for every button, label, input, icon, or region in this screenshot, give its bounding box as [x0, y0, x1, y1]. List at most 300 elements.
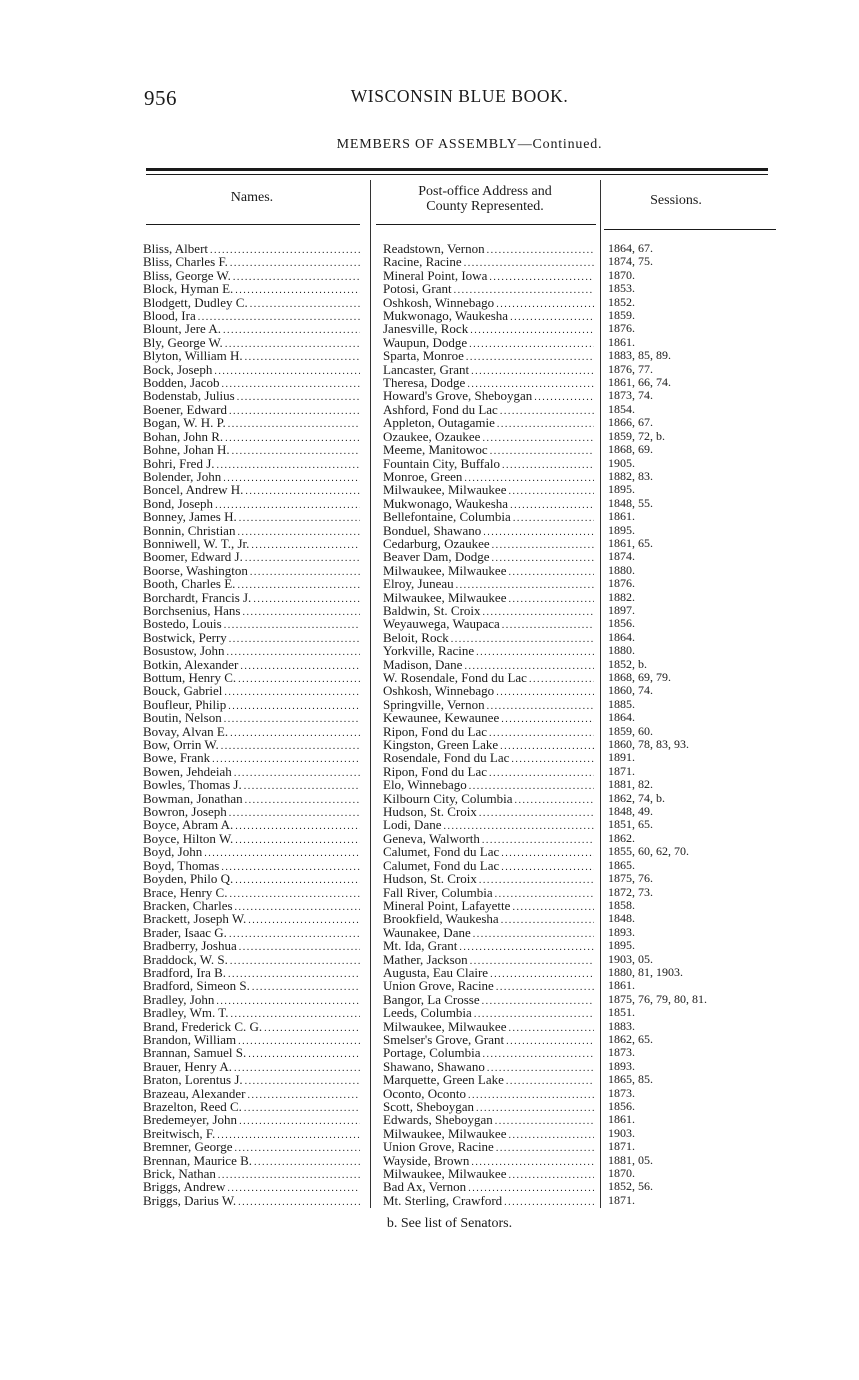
member-address: Milwaukee, Milwaukee . . .	[383, 591, 594, 606]
member-name: Brick, Nathan . . .	[143, 1167, 360, 1182]
member-name: Bonniwell, W. T., Jr. . . .	[143, 537, 360, 552]
member-address: Beaver Dam, Dodge . . .	[383, 550, 594, 565]
member-name: Brazeau, Alexander . . .	[143, 1087, 360, 1102]
member-sessions: 1856.	[608, 1099, 635, 1113]
member-address: Weyauwega, Waupaca . . .	[383, 617, 594, 632]
table-row	[0, 1127, 859, 1140]
column-header-address	[376, 184, 594, 214]
member-sessions: 1873, 74.	[608, 388, 653, 403]
member-address: Edwards, Sheboygan . . .	[383, 1113, 594, 1128]
member-address: Leeds, Columbia . . .	[383, 1006, 594, 1021]
column-header-names: Names.	[230, 190, 274, 205]
table-row	[0, 953, 859, 966]
member-address: Howard's Grove, Sheboygan . . .	[383, 389, 594, 404]
member-sessions: 1895.	[608, 938, 635, 953]
member-name: Bliss, Charles F. . . .	[143, 255, 360, 270]
member-sessions: 1903, 05.	[608, 951, 653, 966]
member-sessions: 1880.	[608, 562, 635, 577]
member-sessions: 1876, 77.	[608, 361, 653, 376]
member-address: Shawano, Shawano . . .	[383, 1060, 594, 1075]
member-name: Braton, Lorentus J. . . .	[143, 1073, 360, 1088]
member-address: Readstown, Vernon . . .	[383, 242, 594, 257]
member-name: Bradford, Ira B. . . .	[143, 966, 360, 981]
table-row	[0, 550, 859, 563]
member-sessions: 1891.	[608, 750, 635, 765]
member-name: Bosustow, John . . .	[143, 644, 360, 659]
member-address: Baldwin, St. Croix . . .	[383, 604, 594, 619]
member-sessions: 1851, 65.	[608, 817, 653, 832]
member-name: Blodgett, Dudley C. . . .	[143, 296, 360, 311]
member-sessions: 1871.	[608, 763, 635, 778]
member-sessions: 1880, 81, 1903.	[608, 964, 683, 979]
member-address: Portage, Columbia . . .	[383, 1046, 594, 1061]
member-address: Janesville, Rock . . .	[383, 322, 594, 337]
table-row	[0, 859, 859, 872]
member-sessions: 1854.	[608, 401, 635, 416]
top-rule-thin	[146, 174, 768, 175]
member-sessions: 1861, 66, 74.	[608, 375, 671, 390]
member-name: Bliss, Albert . . .	[143, 242, 360, 257]
table-row	[0, 926, 859, 939]
member-address: Hudson, St. Croix . . .	[383, 872, 594, 887]
member-name: Bowe, Frank . . .	[143, 751, 360, 766]
member-sessions: 1861.	[608, 978, 635, 993]
table-row	[0, 631, 859, 644]
member-sessions: 1861.	[608, 509, 635, 524]
table-row	[0, 269, 859, 282]
member-name: Bogan, W. H. P. . . .	[143, 416, 360, 431]
member-sessions: 1893.	[608, 924, 635, 939]
member-name: Braddock, W. S. . . .	[143, 953, 360, 968]
member-address: Appleton, Outagamie . . .	[383, 416, 594, 431]
table-row	[0, 1113, 859, 1126]
member-sessions: 1874, 75.	[608, 254, 653, 269]
member-address: Lancaster, Grant . . .	[383, 363, 594, 378]
members-table	[0, 242, 859, 1207]
table-row	[0, 805, 859, 818]
member-address: Milwaukee, Milwaukee . . .	[383, 1127, 594, 1142]
table-row	[0, 1060, 859, 1073]
member-address: Wayside, Brown . . .	[383, 1154, 594, 1169]
table-row	[0, 939, 859, 952]
member-address: Union Grove, Racine . . .	[383, 1140, 594, 1155]
member-address: Milwaukee, Milwaukee . . .	[383, 1020, 594, 1035]
member-name: Briggs, Andrew . . .	[143, 1180, 360, 1195]
header-rule-address	[376, 224, 596, 225]
member-name: Briggs, Darius W. . . .	[143, 1194, 360, 1209]
member-sessions: 1876.	[608, 321, 635, 336]
table-row	[0, 1046, 859, 1059]
table-row	[0, 644, 859, 657]
member-sessions: 1856.	[608, 616, 635, 631]
table-row	[0, 1194, 859, 1207]
member-name: Bow, Orrin W. . . .	[143, 738, 360, 753]
table-row	[0, 591, 859, 604]
member-name: Bohne, Johan H. . . .	[143, 443, 360, 458]
table-row	[0, 510, 859, 523]
table-row	[0, 792, 859, 805]
member-name: Boufleur, Philip . . .	[143, 698, 360, 713]
member-sessions: 1861.	[608, 1112, 635, 1127]
table-row	[0, 979, 859, 992]
member-sessions: 1872, 73.	[608, 884, 653, 899]
member-address: Fall River, Columbia . . .	[383, 886, 594, 901]
member-name: Brace, Henry C. . . .	[143, 886, 360, 901]
member-address: Augusta, Eau Claire . . .	[383, 966, 594, 981]
member-sessions: 1885.	[608, 696, 635, 711]
running-head: WISCONSIN BLUE BOOK.	[350, 86, 569, 106]
member-address: Ozaukee, Ozaukee . . .	[383, 430, 594, 445]
member-address: Springville, Vernon . . .	[383, 698, 594, 713]
member-name: Borchsenius, Hans . . .	[143, 604, 360, 619]
member-name: Bradberry, Joshua . . .	[143, 939, 360, 954]
table-row	[0, 832, 859, 845]
member-address: Calumet, Fond du Lac . . .	[383, 845, 594, 860]
member-sessions: 1882, 83.	[608, 468, 653, 483]
member-name: Bovay, Alvan E. . . .	[143, 725, 360, 740]
member-sessions: 1861.	[608, 334, 635, 349]
member-sessions: 1895.	[608, 482, 635, 497]
member-name: Bonney, James H. . . .	[143, 510, 360, 525]
member-name: Bottum, Henry C. . . .	[143, 671, 360, 686]
table-row	[0, 457, 859, 470]
table-row	[0, 1167, 859, 1180]
member-address: Mukwonago, Waukesha . . .	[383, 309, 594, 324]
member-name: Bodden, Jacob . . .	[143, 376, 360, 391]
member-sessions: 1862, 65.	[608, 1031, 653, 1046]
member-address: Oshkosh, Winnebago . . .	[383, 684, 594, 699]
member-sessions: 1864, 67.	[608, 241, 653, 255]
member-name: Boyce, Hilton W. . . .	[143, 832, 360, 847]
member-sessions: 1864.	[608, 710, 635, 725]
member-sessions: 1859, 72, b.	[608, 428, 665, 443]
member-address: Bonduel, Shawano . . .	[383, 524, 594, 539]
member-address: Madison, Dane . . .	[383, 658, 594, 673]
member-address: Beloit, Rock . . .	[383, 631, 594, 646]
member-sessions: 1870.	[608, 1166, 635, 1181]
table-row	[0, 899, 859, 912]
member-name: Boutin, Nelson . . .	[143, 711, 360, 726]
table-row	[0, 443, 859, 456]
table-row	[0, 658, 859, 671]
member-address: Fountain City, Buffalo . . .	[383, 457, 594, 472]
member-sessions: 1875, 76.	[608, 871, 653, 886]
member-address: Mather, Jackson . . .	[383, 953, 594, 968]
member-name: Bradley, Wm. T. . . .	[143, 1006, 360, 1021]
member-sessions: 1865.	[608, 857, 635, 872]
member-sessions: 1855, 60, 62, 70.	[608, 844, 689, 859]
member-sessions: 1876.	[608, 576, 635, 591]
member-sessions: 1859, 60.	[608, 723, 653, 738]
member-sessions: 1895.	[608, 522, 635, 537]
member-address: Sparta, Monroe . . .	[383, 349, 594, 364]
member-address: Milwaukee, Milwaukee . . .	[383, 564, 594, 579]
table-row	[0, 966, 859, 979]
member-sessions: 1880.	[608, 643, 635, 658]
member-address: Waupun, Dodge . . .	[383, 336, 594, 351]
member-sessions: 1865, 85.	[608, 1072, 653, 1087]
member-address: Smelser's Grove, Grant . . .	[383, 1033, 594, 1048]
table-row	[0, 993, 859, 1006]
member-address: Theresa, Dodge . . .	[383, 376, 594, 391]
table-row	[0, 416, 859, 429]
member-address: Potosi, Grant . . .	[383, 282, 594, 297]
member-address: Meeme, Manitowoc . . .	[383, 443, 594, 458]
member-sessions: 1861, 65.	[608, 535, 653, 550]
member-address: Lodi, Dane . . .	[383, 818, 594, 833]
member-sessions: 1848, 49.	[608, 804, 653, 819]
member-name: Breitwisch, F. . . .	[143, 1127, 360, 1142]
member-name: Bock, Joseph . . .	[143, 363, 360, 378]
member-sessions: 1848, 55.	[608, 495, 653, 510]
member-address: Ripon, Fond du Lac . . .	[383, 725, 594, 740]
member-name: Blyton, William H. . . .	[143, 349, 360, 364]
member-address: Mineral Point, Lafayette . . .	[383, 899, 594, 914]
table-row	[0, 1006, 859, 1019]
table-row	[0, 577, 859, 590]
member-name: Block, Hyman E. . . .	[143, 282, 360, 297]
member-name: Bracken, Charles . . .	[143, 899, 360, 914]
member-address: Mt. Ida, Grant . . .	[383, 939, 594, 954]
member-sessions: 1881, 05.	[608, 1152, 653, 1167]
member-sessions: 1864.	[608, 629, 635, 644]
member-sessions: 1897.	[608, 602, 635, 617]
section-title: MEMBERS OF ASSEMBLY—Continued.	[336, 137, 603, 152]
member-address: Ripon, Fond du Lac . . .	[383, 765, 594, 780]
table-row	[0, 282, 859, 295]
table-row	[0, 537, 859, 550]
table-row	[0, 1033, 859, 1046]
member-name: Boyd, Thomas . . .	[143, 859, 360, 874]
member-name: Bohri, Fred J. . . .	[143, 457, 360, 472]
member-name: Bostedo, Louis . . .	[143, 617, 360, 632]
table-row	[0, 524, 859, 537]
member-address: Union Grove, Racine . . .	[383, 979, 594, 994]
member-sessions: 1862, 74, b.	[608, 790, 665, 805]
table-row	[0, 738, 859, 751]
member-address: Monroe, Green . . .	[383, 470, 594, 485]
table-row	[0, 818, 859, 831]
table-row	[0, 336, 859, 349]
table-row	[0, 886, 859, 899]
table-row	[0, 470, 859, 483]
table-row	[0, 242, 859, 255]
member-address: Racine, Racine . . .	[383, 255, 594, 270]
table-row	[0, 872, 859, 885]
member-name: Bliss, George W. . . .	[143, 269, 360, 284]
table-row	[0, 309, 859, 322]
table-row	[0, 604, 859, 617]
member-name: Bremner, George . . .	[143, 1140, 360, 1155]
member-sessions: 1868, 69, 79.	[608, 670, 671, 684]
member-address: Hudson, St. Croix . . .	[383, 805, 594, 820]
member-name: Botkin, Alexander . . .	[143, 658, 360, 673]
table-row	[0, 483, 859, 496]
member-address: Rosendale, Fond du Lac . . .	[383, 751, 594, 766]
member-name: Brand, Frederick C. G. . . .	[143, 1020, 360, 1035]
table-row	[0, 497, 859, 510]
member-sessions: 1851.	[608, 1005, 635, 1020]
table-row	[0, 725, 859, 738]
table-row	[0, 322, 859, 335]
member-sessions: 1881, 82.	[608, 777, 653, 792]
member-name: Brazelton, Reed C. . . .	[143, 1100, 360, 1115]
member-sessions: 1873.	[608, 1085, 635, 1100]
table-row	[0, 751, 859, 764]
member-name: Boncel, Andrew H. . . .	[143, 483, 360, 498]
member-address: Brookfield, Waukesha . . .	[383, 912, 594, 927]
page-number: 956	[144, 86, 177, 110]
table-row	[0, 1087, 859, 1100]
member-sessions: 1903.	[608, 1125, 635, 1140]
table-row	[0, 430, 859, 443]
member-sessions: 1853.	[608, 281, 635, 296]
member-name: Bodenstab, Julius . . .	[143, 389, 360, 404]
member-sessions: 1871.	[608, 1139, 635, 1154]
member-name: Brauer, Henry A. . . .	[143, 1060, 360, 1075]
member-name: Boyce, Abram A. . . .	[143, 818, 360, 833]
member-sessions: 1866, 67.	[608, 415, 653, 430]
table-row	[0, 255, 859, 268]
member-address: Mukwonago, Waukesha . . .	[383, 497, 594, 512]
table-row	[0, 778, 859, 791]
member-address: Bad Ax, Vernon . . .	[383, 1180, 594, 1195]
member-sessions: 1882.	[608, 589, 635, 604]
member-address: Elo, Winnebago . . .	[383, 778, 594, 793]
member-name: Bredemeyer, John . . .	[143, 1113, 360, 1128]
table-row	[0, 389, 859, 402]
table-row	[0, 403, 859, 416]
table-row	[0, 1180, 859, 1193]
member-address: Kewaunee, Kewaunee . . .	[383, 711, 594, 726]
member-address: Geneva, Walworth . . .	[383, 832, 594, 847]
member-name: Bohan, John R. . . .	[143, 430, 360, 445]
table-row	[0, 711, 859, 724]
column-header-sessions: Sessions.	[650, 193, 702, 208]
table-row	[0, 296, 859, 309]
member-address: Mineral Point, Iowa . . .	[383, 269, 594, 284]
member-sessions: 1873.	[608, 1045, 635, 1060]
member-sessions: 1871.	[608, 1192, 635, 1207]
member-name: Boener, Edward . . .	[143, 403, 360, 418]
member-sessions: 1852, 56.	[608, 1179, 653, 1194]
member-name: Bowles, Thomas J. . . .	[143, 778, 360, 793]
table-row	[0, 617, 859, 630]
member-sessions: 1852.	[608, 294, 635, 309]
column-header-address-line1: Post-office Address and	[418, 184, 552, 199]
member-name: Brandon, William . . .	[143, 1033, 360, 1048]
member-address: Ashford, Fond du Lac . . .	[383, 403, 594, 418]
member-name: Bolender, John . . .	[143, 470, 360, 485]
member-sessions: 1860, 74.	[608, 683, 653, 698]
member-address: Oconto, Oconto . . .	[383, 1087, 594, 1102]
member-address: Bangor, La Crosse . . .	[383, 993, 594, 1008]
member-address: Waunakee, Dane . . .	[383, 926, 594, 941]
header-rule-sessions	[604, 229, 776, 230]
member-sessions: 1862.	[608, 830, 635, 845]
member-name: Bradford, Simeon S. . . .	[143, 979, 360, 994]
member-name: Brennan, Maurice B. . . .	[143, 1154, 360, 1169]
table-row	[0, 349, 859, 362]
member-address: Milwaukee, Milwaukee . . .	[383, 1167, 594, 1182]
member-address: Kingston, Green Lake . . .	[383, 738, 594, 753]
member-address: W. Rosendale, Fond du Lac . . .	[383, 671, 594, 686]
member-sessions: 1868, 69.	[608, 442, 653, 457]
table-row	[0, 684, 859, 697]
top-rule-thick	[146, 168, 768, 171]
member-address: Bellefontaine, Columbia . . .	[383, 510, 594, 525]
member-sessions: 1883, 85, 89.	[608, 348, 671, 363]
member-sessions: 1859.	[608, 308, 635, 323]
member-address: Oshkosh, Winnebago . . .	[383, 296, 594, 311]
member-address: Elroy, Juneau . . .	[383, 577, 594, 592]
table-row	[0, 765, 859, 778]
table-row	[0, 1073, 859, 1086]
member-name: Brader, Isaac G. . . .	[143, 926, 360, 941]
table-row	[0, 376, 859, 389]
member-sessions: 1905.	[608, 455, 635, 470]
footnote: b. See list of Senators.	[386, 1216, 513, 1231]
member-name: Bond, Joseph . . .	[143, 497, 360, 512]
member-address: Yorkville, Racine . . .	[383, 644, 594, 659]
table-row	[0, 564, 859, 577]
member-name: Boorse, Washington . . .	[143, 564, 360, 579]
table-row	[0, 1100, 859, 1113]
member-name: Bowen, Jehdeiah . . .	[143, 765, 360, 780]
member-name: Blood, Ira . . .	[143, 309, 360, 324]
member-name: Bradley, John . . .	[143, 993, 360, 1008]
member-sessions: 1883.	[608, 1018, 635, 1033]
member-name: Brannan, Samuel S. . . .	[143, 1046, 360, 1061]
member-name: Brackett, Joseph W. . . .	[143, 912, 360, 927]
member-name: Boyd, John . . .	[143, 845, 360, 860]
member-sessions: 1858.	[608, 897, 635, 912]
member-sessions: 1848.	[608, 911, 635, 926]
table-row	[0, 1154, 859, 1167]
member-name: Blount, Jere A. . . .	[143, 322, 360, 337]
member-sessions: 1893.	[608, 1058, 635, 1073]
member-address: Calumet, Fond du Lac . . .	[383, 859, 594, 874]
member-address: Cedarburg, Ozaukee . . .	[383, 537, 594, 552]
member-sessions: 1875, 76, 79, 80, 81.	[608, 991, 707, 1006]
header-rule-names	[146, 224, 360, 225]
member-sessions: 1874.	[608, 549, 635, 564]
member-name: Bly, George W. . . .	[143, 336, 360, 351]
member-address: Milwaukee, Milwaukee . . .	[383, 483, 594, 498]
table-row	[0, 1140, 859, 1153]
member-address: Mt. Sterling, Crawford . . .	[383, 1194, 594, 1209]
member-name: Bowron, Joseph . . .	[143, 805, 360, 820]
member-name: Boyden, Philo Q. . . .	[143, 872, 360, 887]
member-sessions: 1870.	[608, 267, 635, 282]
table-row	[0, 845, 859, 858]
table-row	[0, 698, 859, 711]
member-address: Marquette, Green Lake . . .	[383, 1073, 594, 1088]
member-address: Scott, Sheboygan . . .	[383, 1100, 594, 1115]
column-header-address-line2: County Represented.	[426, 199, 544, 214]
member-name: Booth, Charles E. . . .	[143, 577, 360, 592]
member-sessions: 1852, b.	[608, 656, 647, 671]
table-row	[0, 671, 859, 684]
table-row	[0, 912, 859, 925]
member-name: Bouck, Gabriel . . .	[143, 684, 360, 699]
member-name: Borchardt, Francis J. . . .	[143, 591, 360, 606]
member-sessions: 1860, 78, 83, 93.	[608, 737, 689, 752]
member-name: Boomer, Edward J. . . .	[143, 550, 360, 565]
table-row	[0, 363, 859, 376]
table-row	[0, 1020, 859, 1033]
member-address: Kilbourn City, Columbia . . .	[383, 792, 594, 807]
